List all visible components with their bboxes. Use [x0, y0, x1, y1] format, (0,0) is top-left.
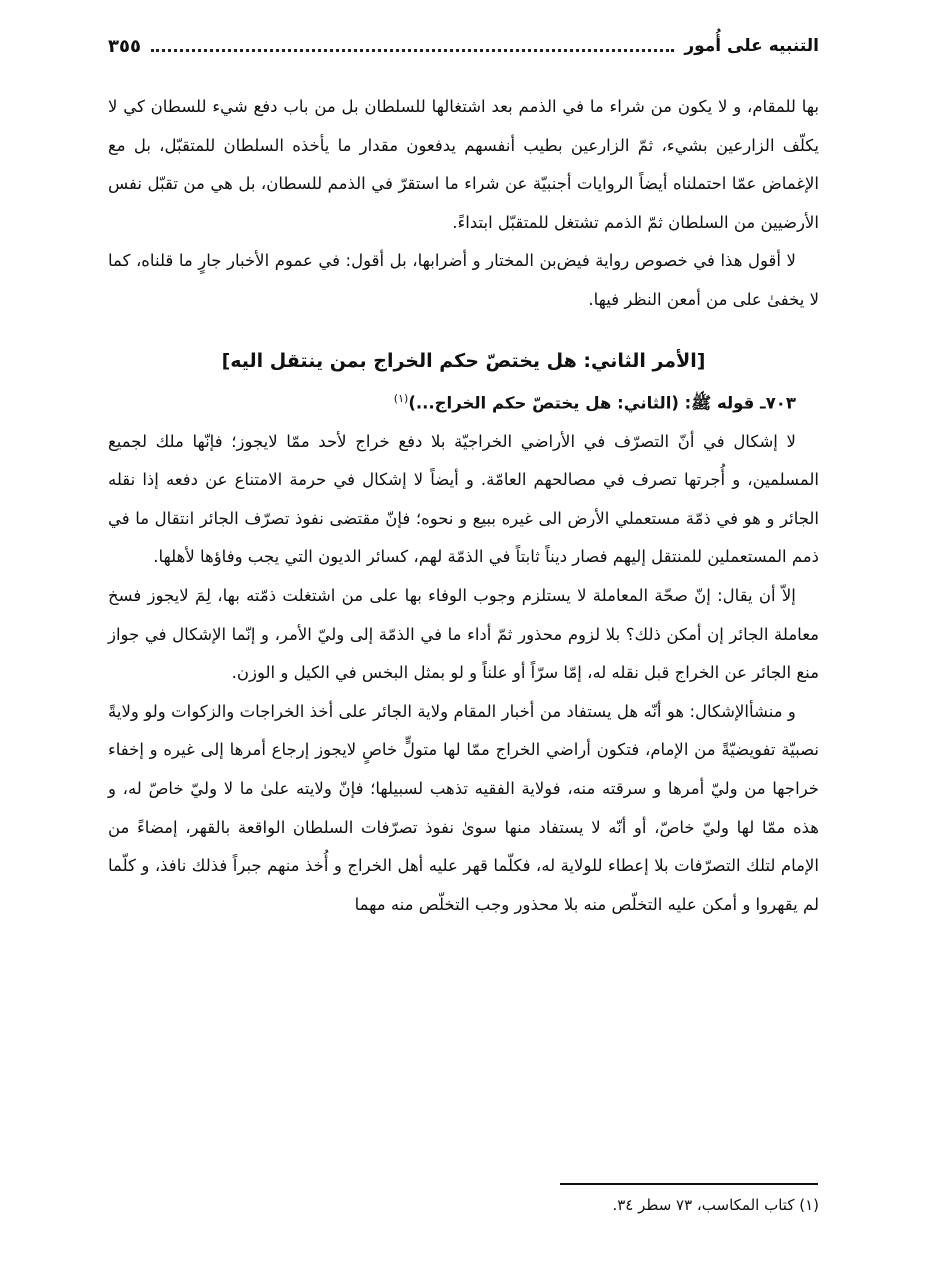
section-heading: [الأمر الثاني: هل يختصّ حكم الخراج بمن ينتقل اليه]	[221, 349, 706, 372]
page-body	[108, 88, 819, 924]
body-paragraph: إلاّ أن يقال: إنّ صحّة المعاملة لا يستلزم وجوب الوفاء بها على من اشتغلت ذمّته بها، لِمَ لايجوز فسخ معاملة الجائر إن أمكن ذلك؟ بلا لزوم محذور ثمّ أداء ما في الذمّة إلى وليّ الأمر، و إنّما الإشكال في جواز منع الجائر عن الخراج قبل نقله له، إمّا سرّاً أو علناً و لو بمثل البخس في الكيل و الوزن.	[108, 586, 819, 683]
commentary-heading-text: ٧٠٣ـ قوله ﷺ: (الثاني: هل يختصّ حكم الخراج...)	[408, 393, 796, 413]
page-number: ٣٥٥	[108, 35, 141, 57]
body-paragraph: و منشأالإشكال: هو أنّه هل يستفاد من أخبار المقام ولاية الجائر على أخذ الخراجات والزكوات ولو ولايةً نصبيّة تفويضيّةً من الإمام، فتكون أراضي الخراج ممّا لها متولٍّ خاصٍ لايجوز إرجاع أمرها إلى غيره و إخفاء خراجها من وليّ أمرها و سرقته منه، فولاية الفقيه تذهب لسبيلها؛ فإنّ ولايته علىٰ ما لا وليّ خاصّ له، و هذه ممّا لها وليّ خاصّ، أو أنّه لا يستفاد منها سوىٰ نفوذ تصرّفات السلطان الواقعة بالقهر، إمضاءً من الإمام لتلك التصرّفات بلا إعطاء للولاية له، فكلّما قهر عليه أهل الخراج و أُخذ منهم جبراً فذلك نافذ، و كلّما لم يقهروا و أمكن عليه التخلّص منه بلا محذور وجب التخلّص منه مهما	[108, 701, 819, 914]
commentary-heading	[108, 380, 819, 423]
running-header	[108, 30, 819, 62]
footnote-reference: (١)	[393, 391, 409, 405]
section-spacer	[108, 320, 819, 342]
body-paragraph: لا أقول هذا في خصوص رواية فيض‌بن المختار و أضرابها، بل أقول: في عموم الأخبار جارٍ ما قلناه، كما لا يخفىٰ على من أمعن النظر فيها.	[108, 251, 819, 309]
footnote: (١) كتاب المكاسب، ٧٣ سطر ٣٤.	[612, 1196, 819, 1214]
running-title: التنبيه على أُمور	[684, 36, 819, 56]
footnote-separator	[560, 1183, 818, 1185]
body-paragraph: بها للمقام، و لا يكون من شراء ما في الذمم بعد اشتغالها للسلطان بل من باب دفع شيء للسطان كي لا يكلّف الزارعين بشيء، ثمّ الزارعين بطيب أنفسهم يدفعون مقدار ما يأخذه السلطان للمتقبّل، بل مع الإغماض عمّا احتملناه أيضاً الروايات أجنبيّة عن شراء ما استقرّ في الذمم للسطان، بل هي من تقبّل نفس الأرضيين من السلطان ثمّ الذمم تشتغل للمتقبّل ابتداءً.	[108, 97, 819, 232]
body-paragraph: لا إشكال في أنّ التصرّف في الأراضي الخراجيّة بلا دفع خراج لأحد ممّا لايجوز؛ فإنّها ملك لجميع المسلمين، و أُجرتها تصرف في مصالحهم العامّة. و أيضاً لا إشكال في حرمة الامتناع عن دفعه إذا نقله الجائر و هو في ذمّة مستعملي الأرض الى غيره ببيع و نحوه؛ فإنّ مقتضى نفوذ تصرّف الجائر انتقال ما في ذمم المستعملين للمنتقل إليهم فصار ديناً ثابتاً في الذمّة لهم، كسائر الديون التي يجب وفاؤها لأهلها.	[108, 431, 819, 567]
header-dot-leader	[151, 49, 674, 52]
